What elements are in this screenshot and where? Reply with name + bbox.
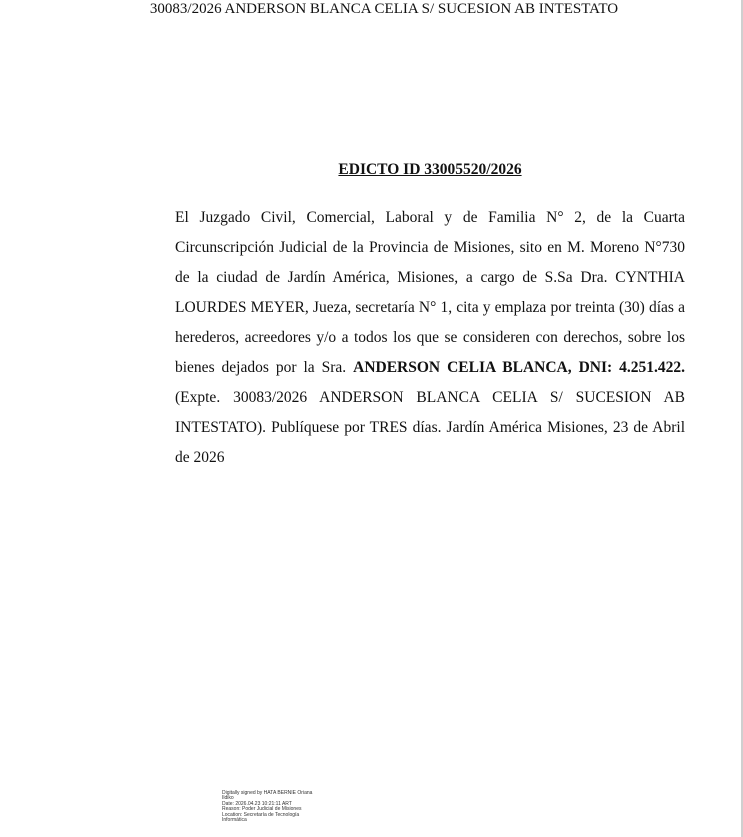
signature-line: Reason: Poder Judicial de Misiones (222, 806, 302, 813)
judge-name: CYNTHIA LOURDES MEYER (175, 269, 685, 316)
deceased-name-dni: ANDERSON CELIA BLANCA, DNI: 4.251.422. (353, 359, 685, 376)
body-text-summons: , Jueza, secretaría N° 1, cita y emplaza por treinta (30) días a herederos, acreedores y/o a todos los que se consideren con derechos, sobre los bienes dejados por la Sra. (175, 299, 685, 376)
signature-line: Date: 2026.04.23 10:21:11 ART (222, 800, 292, 807)
edict-body (175, 203, 685, 473)
case-header: 30083/2026 ANDERSON BLANCA CELIA S/ SUCESION AB INTESTATO (149, 1, 619, 17)
body-text-closing: (Expte. 30083/2026 ANDERSON BLANCA CELIA S/ SUCESION AB INTESTATO). Publíquese por TRES días. Jardín América Misiones, 23 de Abril de 2026 (175, 389, 685, 466)
signature-line: Digitally signed by HATA BERNIE Oriana (222, 790, 313, 796)
digital-signature (222, 791, 327, 823)
signature-line: Ildiko (222, 795, 234, 802)
signature-line: Location: Secretaría de Tecnología (222, 811, 300, 818)
signature-line: Informática (222, 817, 247, 824)
body-text-court: El Juzgado Civil, Comercial, Laboral y de Familia N° 2, de la Cuarta Circunscripción Judicial de la Provincia de Misiones, sito en M. Moreno N°730 de la ciudad de Jardín América, Misiones, a cargo de S.Sa Dra. (175, 209, 685, 286)
edict-title: EDICTO ID 33005520/2026 (338, 161, 522, 178)
